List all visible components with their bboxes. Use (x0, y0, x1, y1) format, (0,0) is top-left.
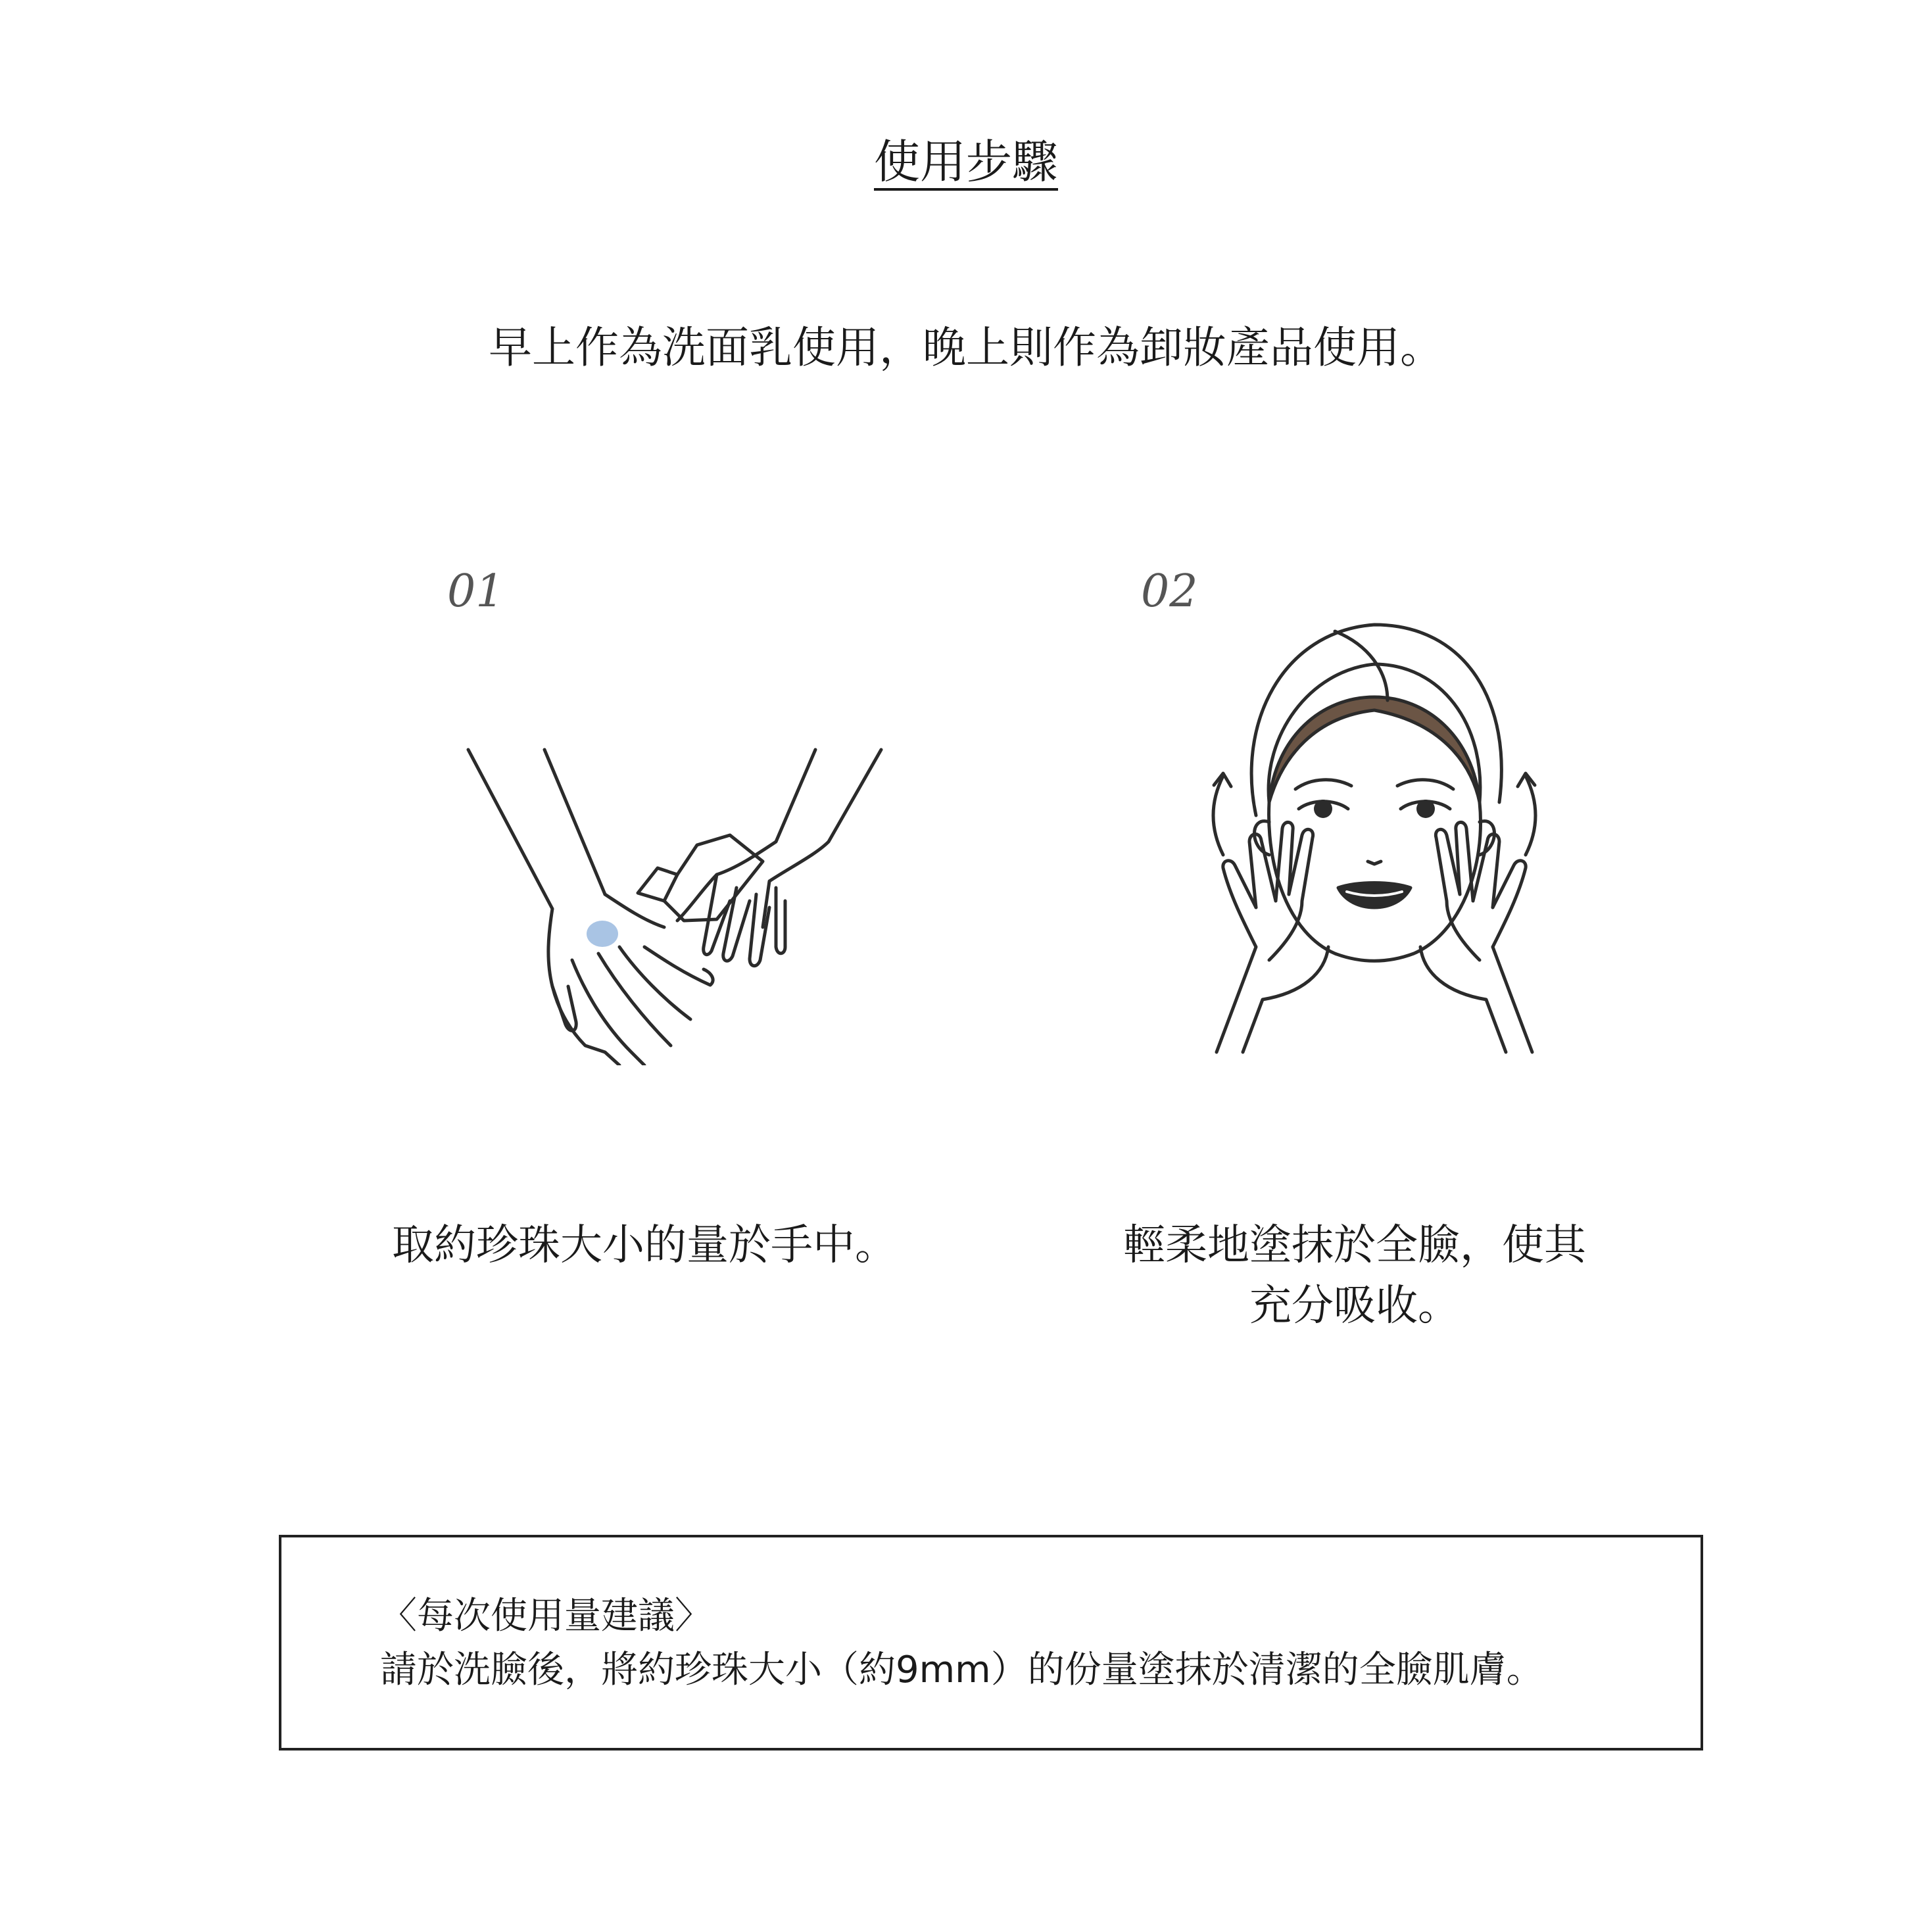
step-1-caption: 取約珍珠大小的量於手中。 (392, 1221, 897, 1270)
step-2-number: 02 (1141, 566, 1198, 617)
face-massage-icon (1171, 605, 1578, 1065)
usage-note-text: 請於洗臉後，將約珍珠大小（約9mm）的份量塗抹於清潔的全臉肌膚。 (380, 1649, 1543, 1691)
hand-with-cleanser-icon (447, 710, 907, 1065)
usage-note-box (279, 1535, 1703, 1751)
step-2-caption (1092, 1215, 1618, 1336)
step-1-number: 01 (447, 566, 504, 617)
step-2-caption-line-1: 輕柔地塗抹於全臉，使其 (1123, 1221, 1586, 1270)
page-title (0, 129, 1932, 195)
page-title-text: 使用步驟 (874, 135, 1058, 189)
intro-text: 早上作為洗面乳使用，晚上則作為卸妝產品使用。 (489, 322, 1443, 373)
step-2-caption-line-2: 充分吸收。 (1249, 1282, 1460, 1330)
usage-note-heading: 〈每次使用量建議〉 (380, 1595, 712, 1637)
